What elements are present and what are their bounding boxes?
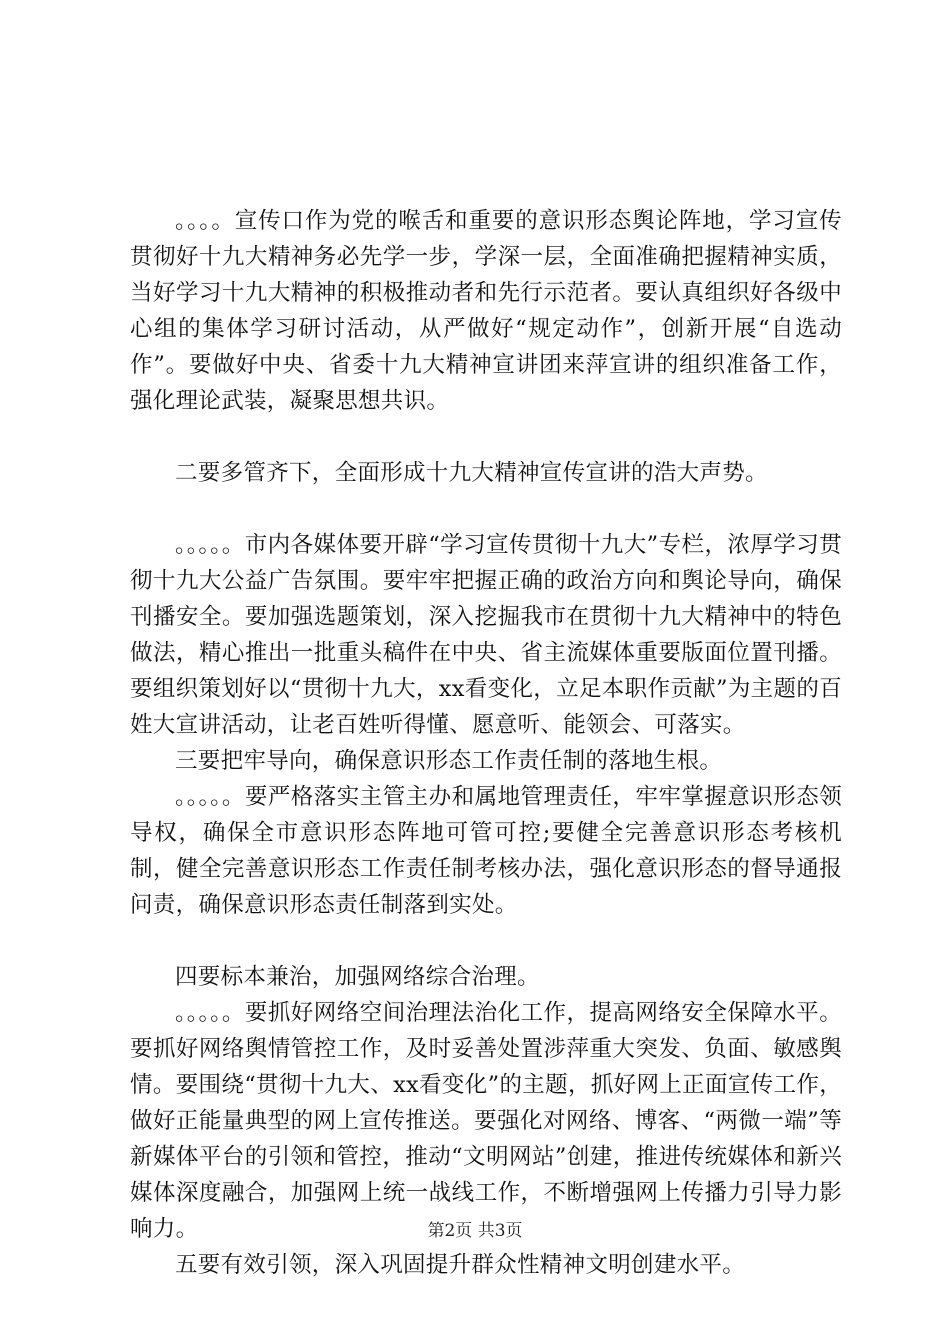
body-paragraph: 。。。。宣传口作为党的喉舌和重要的意识形态舆论阵地，学习宣传贯彻好十九大精神务必先学一步，学深一层，全面准确把握精神实质，当好学习十九大精神的积极推动者和先行示范者。要认真组织好各级中心组的集体学习研讨活动，从严做好“规定动作”，创新开展“自选动作”。要做好中央、省委十九大精神宣讲团来萍宣讲的组织准备工作，强化理论武装，凝聚思想共识。 [130,208,842,414]
section-heading: 四要标本兼治，加强网络综合治理。 [175,964,540,990]
section-heading: 三要把牢导向，确保意识形态工作责任制的落地生根。 [175,748,723,774]
section-heading: 二要多管齐下，全面形成十九大精神宣传宣讲的浩大声势。 [175,460,768,486]
body-paragraph: 。。。。。市内各媒体要开辟“学习宣传贯彻十九大”专栏，浓厚学习贯彻十九大公益广告氛围。要牢牢把握正确的政治方向和舆论导向，确保刊播安全。要加强选题策划，深入挖掘我市在贯彻十九大精神中的特色做法，精心推出一批重头稿件在中央、省主流媒体重要版面位置刊播。要组织策划好以“贯彻十九大，xx看变化，立足本职作贡献”为主题的百姓大宣讲活动，让老百姓听得懂、愿意听、能领会、可落实。 [130,532,842,738]
document-body [130,203,842,1283]
page-number-footer: 第2页 共3页 [427,1221,523,1241]
body-paragraph: 。。。。。要严格落实主管主办和属地管理责任，牢牢掌握意识形态领导权，确保全市意识形态阵地可管可控;要健全完善意识形态考核机制，健全完善意识形态工作责任制考核办法，强化意识形态的督导通报问责，确保意识形态责任制落到实处。 [130,784,842,918]
body-paragraph: 。。。。。要抓好网络空间治理法治化工作，提高网络安全保障水平。要抓好网络舆情管控工作，及时妥善处置涉萍重大突发、负面、敏感舆情。要围绕“贯彻十九大、xx看变化”的主题，抓好网上正面宣传工作，做好正能量典型的网上宣传推送。要强化对网络、博客、“两微一端”等新媒体平台的引领和管控，推动“文明网站”创建，推进传统媒体和新兴媒体深度融合，加强网上统一战线工作，不断增强网上传播力引导力影响力。 [130,1000,842,1242]
section-heading: 五要有效引领，深入巩固提升群众性精神文明创建水平。 [175,1252,746,1278]
